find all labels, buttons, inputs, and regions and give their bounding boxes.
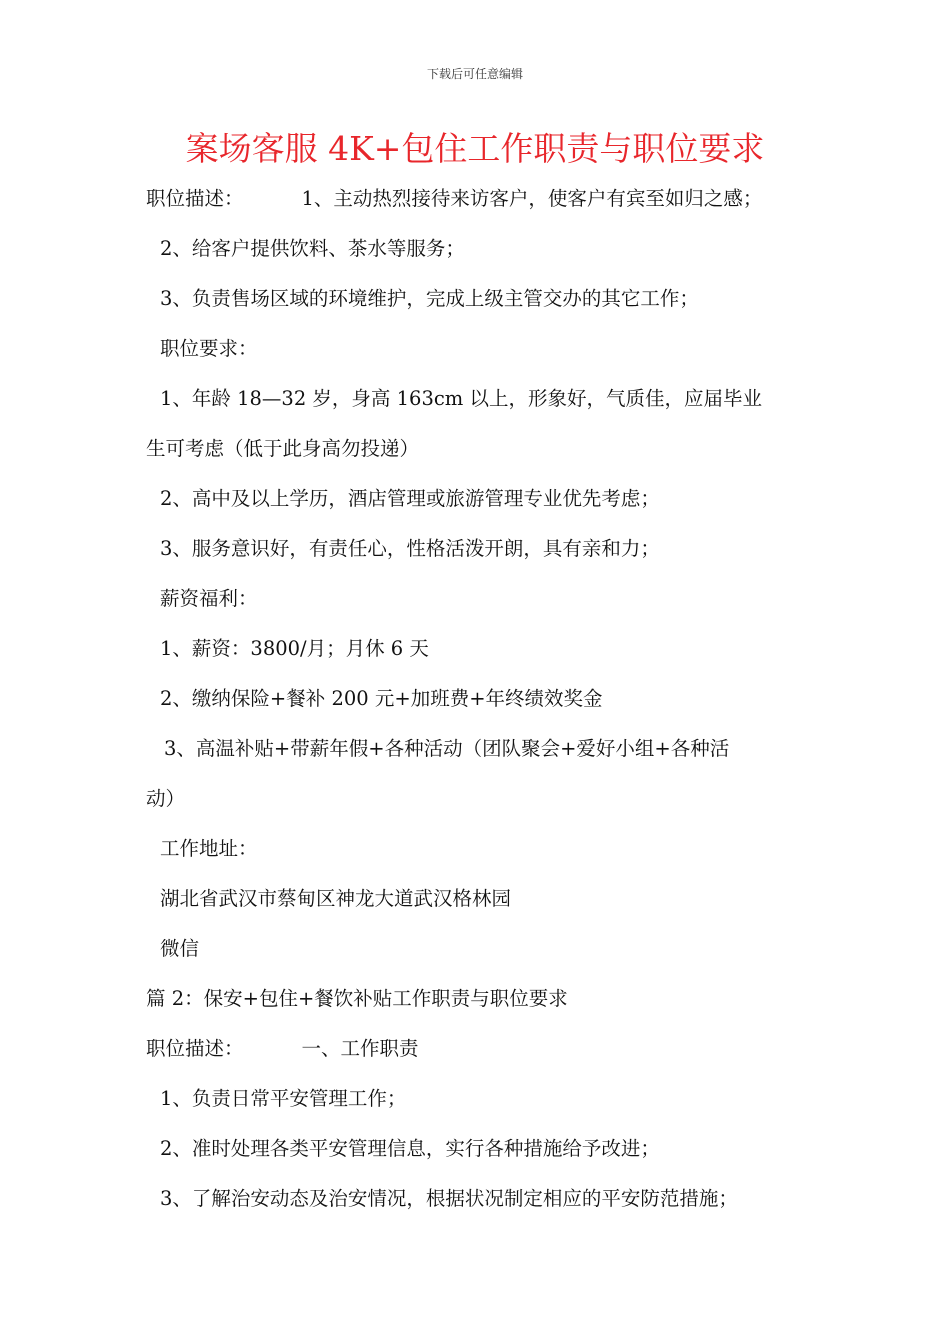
paragraph-line: 生可考虑（低于此身高勿投递） [146, 437, 420, 460]
paragraph-line: 3、服务意识好，有责任心，性格活泼开朗，具有亲和力； [160, 537, 660, 560]
paragraph-line: 2、准时处理各类平安管理信息，实行各种措施给予改进； [160, 1137, 660, 1160]
paragraph-line: 2、高中及以上学历，酒店管理或旅游管理专业优先考虑； [160, 487, 660, 510]
paragraph-line: 1、年龄 18—32 岁，身高 163cm 以上，形象好，气质佳，应届毕业 [160, 387, 762, 410]
paragraph-line: 动） [146, 787, 186, 810]
paragraph-line: 湖北省武汉市蔡甸区神龙大道武汉格林园 [160, 887, 512, 910]
section-heading: 职位要求： [160, 337, 258, 360]
paragraph-line: 3、高温补贴+带薪年假+各种活动（团队聚会+爱好小组+各种活 [164, 737, 730, 760]
line-label: 职位描述： [146, 187, 244, 210]
section-heading: 篇 2：保安+包住+餐饮补贴工作职责与职位要求 [146, 987, 568, 1010]
line-text: 一、工作职责 [301, 1037, 419, 1060]
paragraph-line: 1、负责日常平安管理工作； [160, 1087, 407, 1110]
line-text: 1、主动热烈接待来访客户，使客户有宾至如归之感； [301, 187, 763, 210]
section-heading: 工作地址： [160, 837, 258, 860]
paragraph-line [146, 184, 762, 214]
paragraph-line: 3、负责售场区域的环境维护，完成上级主管交办的其它工作； [160, 287, 699, 310]
paragraph-line: 3、了解治安动态及治安情况，根据状况制定相应的平安防范措施； [160, 1187, 738, 1210]
section-heading: 薪资福利： [160, 587, 258, 610]
document-title: 案场客服 4K+包住工作职责与职位要求 [185, 129, 765, 168]
paragraph-line: 微信 [160, 937, 200, 960]
paragraph-line: 1、薪资：3800/月；月休 6 天 [160, 637, 429, 660]
paragraph-line: 2、给客户提供饮料、茶水等服务； [160, 237, 465, 260]
page-header-note: 下载后可任意编辑 [426, 67, 523, 81]
line-label: 职位描述： [146, 1037, 244, 1060]
paragraph-line: 2、缴纳保险+餐补 200 元+加班费+年终绩效奖金 [160, 687, 603, 710]
paragraph-line [146, 1034, 419, 1064]
